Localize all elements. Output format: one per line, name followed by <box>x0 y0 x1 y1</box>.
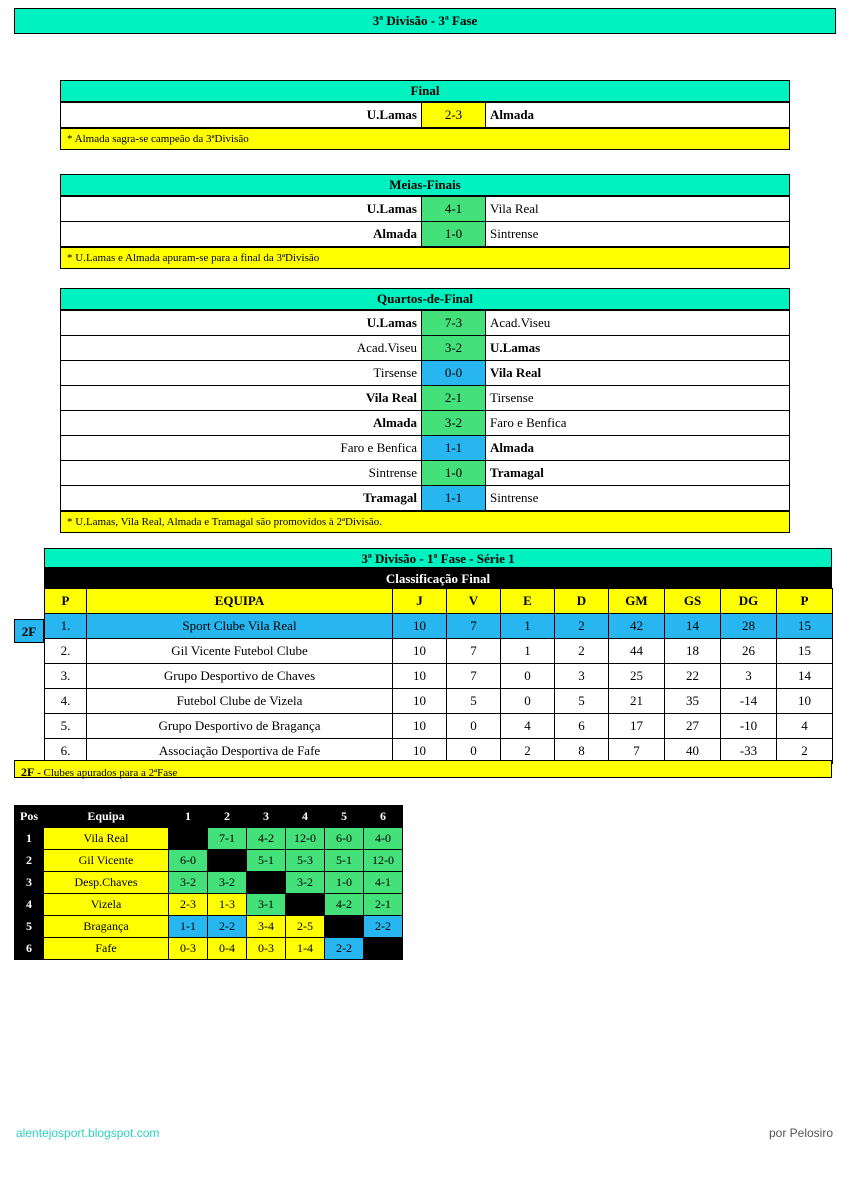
table-row <box>15 828 403 850</box>
match-away: Tramagal <box>486 461 790 486</box>
table-row <box>61 103 790 128</box>
match-score: 1-1 <box>422 486 486 511</box>
cell-gs: 35 <box>665 689 721 714</box>
standings-header-row <box>45 589 833 614</box>
cell-result: 12-0 <box>286 828 325 850</box>
col-2: 2 <box>208 806 247 828</box>
cell-j: 10 <box>393 714 447 739</box>
cell-result: 2-3 <box>169 894 208 916</box>
match-away: Sintrense <box>486 222 790 247</box>
table-row <box>15 938 403 960</box>
match-score: 1-1 <box>422 436 486 461</box>
match-home: Almada <box>61 222 422 247</box>
table-row <box>45 639 833 664</box>
match-score: 2-1 <box>422 386 486 411</box>
cell-gs: 40 <box>665 739 721 764</box>
cell-d: 8 <box>555 739 609 764</box>
cell-p: 15 <box>777 639 833 664</box>
cell-dg: -10 <box>721 714 777 739</box>
col-e: E <box>501 589 555 614</box>
col-v: V <box>447 589 501 614</box>
cell-team: Gil Vicente <box>44 850 169 872</box>
match-score: 3-2 <box>422 411 486 436</box>
cell-gm: 44 <box>609 639 665 664</box>
cell-pos: 5 <box>15 916 44 938</box>
match-away: Acad.Viseu <box>486 311 790 336</box>
match-away: U.Lamas <box>486 336 790 361</box>
cell-gm: 7 <box>609 739 665 764</box>
col-gs: GS <box>665 589 721 614</box>
cell-gs: 22 <box>665 664 721 689</box>
quarterfinals-title: Quartos-de-Final <box>60 288 790 310</box>
cell-result <box>286 894 325 916</box>
results-grid-table <box>14 805 403 960</box>
cell-team: Vila Real <box>44 828 169 850</box>
cell-j: 10 <box>393 739 447 764</box>
league-header: 3ª Divisão - 1ª Fase - Série 1 <box>44 548 832 568</box>
match-score: 0-0 <box>422 361 486 386</box>
match-score: 4-1 <box>422 197 486 222</box>
table-row <box>61 386 790 411</box>
table-row <box>61 197 790 222</box>
semifinals-note: * U.Lamas e Almada apuram-se para a final da 3ªDivisão <box>60 247 790 269</box>
league-block <box>14 548 834 764</box>
cell-result: 5-3 <box>286 850 325 872</box>
cell-result: 2-2 <box>325 938 364 960</box>
cell-v: 0 <box>447 714 501 739</box>
table-row <box>61 311 790 336</box>
table-row <box>45 664 833 689</box>
table-row <box>15 872 403 894</box>
cell-pos: 3. <box>45 664 87 689</box>
cell-result <box>325 916 364 938</box>
final-title: Final <box>60 80 790 102</box>
match-away: Vila Real <box>486 197 790 222</box>
quarterfinals-block <box>60 288 790 533</box>
cell-team: Associação Desportiva de Fafe <box>87 739 393 764</box>
cell-dg: 3 <box>721 664 777 689</box>
col-j: J <box>393 589 447 614</box>
cell-p: 15 <box>777 614 833 639</box>
cell-result: 4-0 <box>364 828 403 850</box>
quarterfinals-note: * U.Lamas, Vila Real, Almada e Tramagal são promovidos à 2ªDivisão. <box>60 511 790 533</box>
cell-team: Grupo Desportivo de Chaves <box>87 664 393 689</box>
results-grid-header-row <box>15 806 403 828</box>
cell-gs: 18 <box>665 639 721 664</box>
table-row <box>61 461 790 486</box>
cell-result: 0-3 <box>169 938 208 960</box>
final-matches <box>60 102 790 128</box>
cell-pos: 4. <box>45 689 87 714</box>
cell-dg: -33 <box>721 739 777 764</box>
cell-j: 10 <box>393 639 447 664</box>
cell-d: 2 <box>555 639 609 664</box>
footer-author: por Pelosiro <box>768 1126 833 1140</box>
cell-j: 10 <box>393 614 447 639</box>
cell-pos: 4 <box>15 894 44 916</box>
match-score: 7-3 <box>422 311 486 336</box>
match-home: Almada <box>61 411 422 436</box>
col-gm: GM <box>609 589 665 614</box>
semifinals-matches <box>60 196 790 247</box>
cell-result: 0-4 <box>208 938 247 960</box>
cell-e: 0 <box>501 664 555 689</box>
cell-result: 6-0 <box>325 828 364 850</box>
table-row <box>61 411 790 436</box>
cell-d: 2 <box>555 614 609 639</box>
cell-team: Sport Clube Vila Real <box>87 614 393 639</box>
cell-team: Futebol Clube de Vizela <box>87 689 393 714</box>
cell-pos: 6. <box>45 739 87 764</box>
cell-result: 1-1 <box>169 916 208 938</box>
cell-team: Bragança <box>44 916 169 938</box>
cell-v: 7 <box>447 664 501 689</box>
match-away: Almada <box>486 103 790 128</box>
cell-result <box>364 938 403 960</box>
table-row <box>45 614 833 639</box>
cell-result: 5-1 <box>325 850 364 872</box>
cell-v: 0 <box>447 739 501 764</box>
cell-p: 4 <box>777 714 833 739</box>
table-row <box>15 894 403 916</box>
cell-gm: 25 <box>609 664 665 689</box>
cell-pos: 3 <box>15 872 44 894</box>
cell-result: 0-3 <box>247 938 286 960</box>
league-subheader: Classificação Final <box>44 568 832 588</box>
final-matches-body <box>61 103 790 128</box>
table-row <box>45 689 833 714</box>
col-p: P <box>777 589 833 614</box>
league-note-text: - Clubes apurados para a 2ªFase <box>34 767 178 779</box>
col-dg: DG <box>721 589 777 614</box>
match-home: Acad.Viseu <box>61 336 422 361</box>
cell-dg: -14 <box>721 689 777 714</box>
final-note: * Almada sagra-se campeão da 3ªDivisão <box>60 128 790 150</box>
col-1: 1 <box>169 806 208 828</box>
semifinals-title: Meias-Finais <box>60 174 790 196</box>
match-away: Faro e Benfica <box>486 411 790 436</box>
cell-pos: 2. <box>45 639 87 664</box>
cell-pos: 1. <box>45 614 87 639</box>
cell-d: 6 <box>555 714 609 739</box>
final-block <box>60 80 790 150</box>
match-away: Sintrense <box>486 486 790 511</box>
col-d: D <box>555 589 609 614</box>
match-home: Tirsense <box>61 361 422 386</box>
match-away: Vila Real <box>486 361 790 386</box>
col-3: 3 <box>247 806 286 828</box>
cell-e: 0 <box>501 689 555 714</box>
cell-pos: 5. <box>45 714 87 739</box>
table-row <box>61 436 790 461</box>
cell-v: 7 <box>447 614 501 639</box>
semifinals-block <box>60 174 790 269</box>
col-6: 6 <box>364 806 403 828</box>
cell-e: 1 <box>501 614 555 639</box>
cell-dg: 28 <box>721 614 777 639</box>
cell-v: 5 <box>447 689 501 714</box>
cell-dg: 26 <box>721 639 777 664</box>
cell-result: 5-1 <box>247 850 286 872</box>
cell-team: Desp.Chaves <box>44 872 169 894</box>
match-score: 1-0 <box>422 461 486 486</box>
cell-d: 5 <box>555 689 609 714</box>
cell-v: 7 <box>447 639 501 664</box>
match-home: Sintrense <box>61 461 422 486</box>
match-home: U.Lamas <box>61 311 422 336</box>
match-home: U.Lamas <box>61 197 422 222</box>
cell-e: 1 <box>501 639 555 664</box>
cell-result: 3-4 <box>247 916 286 938</box>
standings-table <box>44 588 833 764</box>
cell-e: 4 <box>501 714 555 739</box>
cell-team: Vizela <box>44 894 169 916</box>
cell-result: 2-1 <box>364 894 403 916</box>
col-team: EQUIPA <box>87 589 393 614</box>
match-away: Tirsense <box>486 386 790 411</box>
cell-gm: 17 <box>609 714 665 739</box>
table-row <box>61 336 790 361</box>
match-home: Faro e Benfica <box>61 436 422 461</box>
match-score: 3-2 <box>422 336 486 361</box>
cell-result: 3-2 <box>169 872 208 894</box>
cell-result: 3-1 <box>247 894 286 916</box>
table-row <box>61 222 790 247</box>
cell-result <box>247 872 286 894</box>
cell-result <box>169 828 208 850</box>
cell-result: 1-4 <box>286 938 325 960</box>
league-note-tag: 2F <box>21 765 35 779</box>
cell-pos: 2 <box>15 850 44 872</box>
col-4: 4 <box>286 806 325 828</box>
cell-pos: 6 <box>15 938 44 960</box>
cell-gs: 27 <box>665 714 721 739</box>
qualified-tag: 2F <box>14 619 44 643</box>
cell-team: Gil Vicente Futebol Clube <box>87 639 393 664</box>
table-row <box>45 714 833 739</box>
cell-result: 7-1 <box>208 828 247 850</box>
cell-result: 6-0 <box>169 850 208 872</box>
results-grid-block <box>14 805 403 960</box>
cell-result: 4-1 <box>364 872 403 894</box>
cell-result: 12-0 <box>364 850 403 872</box>
quarterfinals-matches <box>60 310 790 511</box>
col-pos: Pos <box>15 806 44 828</box>
match-away: Almada <box>486 436 790 461</box>
cell-p: 2 <box>777 739 833 764</box>
cell-result: 1-0 <box>325 872 364 894</box>
col-team: Equipa <box>44 806 169 828</box>
cell-result: 3-2 <box>286 872 325 894</box>
page-title-banner: 3ª Divisão - 3ª Fase <box>14 8 836 34</box>
cell-gs: 14 <box>665 614 721 639</box>
league-note <box>14 760 832 778</box>
table-row <box>15 916 403 938</box>
cell-result: 2-2 <box>364 916 403 938</box>
col-5: 5 <box>325 806 364 828</box>
cell-result: 1-3 <box>208 894 247 916</box>
cell-result: 3-2 <box>208 872 247 894</box>
cell-e: 2 <box>501 739 555 764</box>
cell-p: 10 <box>777 689 833 714</box>
cell-result: 2-2 <box>208 916 247 938</box>
footer-blog-link[interactable]: alentejosport.blogspot.com <box>16 1126 160 1140</box>
cell-j: 10 <box>393 689 447 714</box>
cell-result: 4-2 <box>247 828 286 850</box>
cell-d: 3 <box>555 664 609 689</box>
cell-team: Fafe <box>44 938 169 960</box>
cell-result: 2-5 <box>286 916 325 938</box>
cell-j: 10 <box>393 664 447 689</box>
match-home: Tramagal <box>61 486 422 511</box>
table-row <box>61 486 790 511</box>
match-home: U.Lamas <box>61 103 422 128</box>
cell-gm: 21 <box>609 689 665 714</box>
match-home: Vila Real <box>61 386 422 411</box>
match-score: 2-3 <box>422 103 486 128</box>
cell-gm: 42 <box>609 614 665 639</box>
match-score: 1-0 <box>422 222 486 247</box>
cell-result <box>208 850 247 872</box>
col-pos: P <box>45 589 87 614</box>
cell-result: 4-2 <box>325 894 364 916</box>
cell-p: 14 <box>777 664 833 689</box>
cell-team: Grupo Desportivo de Bragança <box>87 714 393 739</box>
table-row <box>61 361 790 386</box>
cell-pos: 1 <box>15 828 44 850</box>
table-row <box>15 850 403 872</box>
